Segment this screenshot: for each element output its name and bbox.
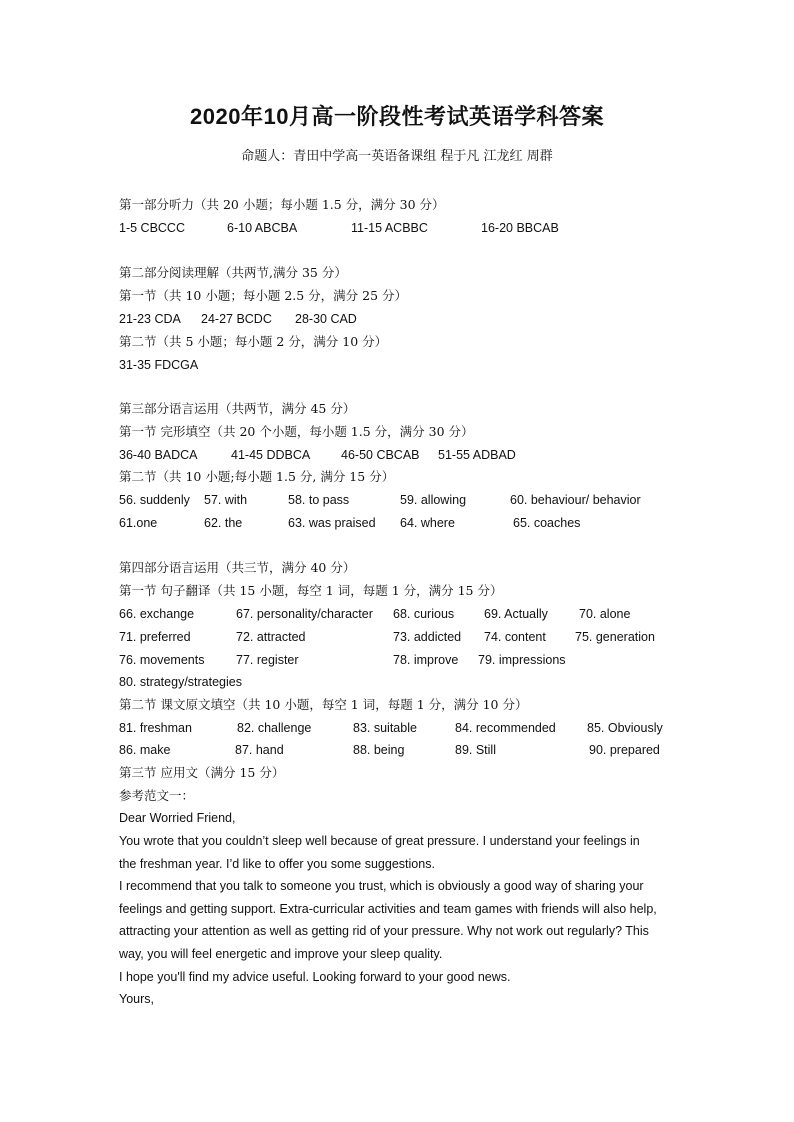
answer-item: 6-10 ABCBA [227,221,298,235]
part2-section1-answer-row [119,310,719,328]
answer-item: 88. being [353,743,405,757]
answer-item: 73. addicted [393,630,462,644]
part2-section2-answer: 31-35 FDCGA [119,358,199,372]
part4-section3-heading: 第三节 应用文（满分 15 分） [119,765,285,780]
answer-item: 64. where [400,516,455,530]
answer-item: 1-5 CBCCC [119,221,185,235]
answer-item: 82. challenge [237,721,312,735]
answer-item: 65. coaches [513,516,581,530]
answer-item: 76. movements [119,653,205,667]
part2-section2-heading: 第二节（共 5 小题；每小题 2 分，满分 10 分） [119,334,388,349]
letter-greeting: Dear Worried Friend, [119,811,236,825]
answer-item: 70. alone [579,607,631,621]
part4-section2-answer-row [119,719,679,737]
letter-line: You wrote that you couldn’t sleep well because of great pressure. I understand your feelings in [119,834,640,848]
answer-item: 59. allowing [400,493,467,507]
part2-section1-heading: 第一节（共 10 小题；每小题 2.5 分，满分 25 分） [119,288,408,303]
part3-heading: 第三部分语言运用（共两节，满分 45 分） [119,401,356,416]
part4-section1-answer-row [119,628,679,646]
part4-heading: 第四部分语言运用（共三节，满分 40 分） [119,560,356,575]
page-subtitle: 命题人：青田中学高一英语备课组 程于凡 江龙红 周群 [241,149,553,164]
answer-item: 46-50 CBCAB [341,448,420,462]
answer-item: 21-23 CDA [119,312,181,326]
answer-item: 60. behaviour/ behavior [510,493,641,507]
answer-item: 36-40 BADCA [119,448,198,462]
answer-item: 90. prepared [589,743,660,757]
answer-item: 68. curious [393,607,455,621]
part3-section1-answer-row [119,446,719,464]
part4-section2-answer-row [119,741,679,759]
answer-item: 67. personality/character [236,607,373,621]
answer-item: 71. preferred [119,630,191,644]
answer-item: 63. was praised [288,516,376,530]
answer-item: 85. Obviously [587,721,663,735]
answer-item: 57. with [204,493,248,507]
answer-item: 58. to pass [288,493,350,507]
letter-line: I recommend that you talk to someone you trust, which is obviously a good way of sharing your [119,879,644,893]
answer-item: 79. impressions [478,653,566,667]
answer-item: 69. Actually [484,607,548,621]
answer-item: 77. register [236,653,299,667]
part3-section2-heading: 第二节（共 10 小题;每小题 1.5 分, 满分 15 分） [119,469,395,484]
part3-section2-answer-row [119,491,679,509]
answer-item: 78. improve [393,653,459,667]
answer-item: 41-45 DDBCA [231,448,311,462]
answer-item: 11-15 ACBBC [351,221,428,235]
answer-item: 24-27 BCDC [201,312,272,326]
letter-line: I hope you'll find my advice useful. Looking forward to your good news. [119,970,511,984]
answer-item: 84. recommended [455,721,556,735]
answer-item: 89. Still [455,743,496,757]
answer-item: 75. generation [575,630,655,644]
part4-section1-answer-row [119,605,679,623]
part1-answer-row [119,219,719,237]
part3-section2-answer-row [119,514,679,532]
letter-line: attracting your attention as well as getting rid of your pressure. Why not work out regularly? This [119,924,649,938]
answer-item: 86. make [119,743,171,757]
answer-item: 16-20 BBCAB [481,221,559,235]
answer-item: 81. freshman [119,721,192,735]
letter-line: the freshman year. I’d like to offer you some suggestions. [119,857,435,871]
answer-item: 83. suitable [353,721,417,735]
part4-section2-heading: 第二节 课文原文填空（共 10 小题，每空 1 词，每题 1 分，满分 10 分） [119,697,528,712]
letter-line: way, you will feel energetic and improve your sleep quality. [119,947,443,961]
letter-closing: Yours, [119,992,154,1006]
page-title: 2020年10月高一阶段性考试英语学科答案 [190,104,604,129]
part4-section1-heading: 第一节 句子翻译（共 15 小题，每空 1 词，每题 1 分，满分 15 分） [119,583,503,598]
part2-heading: 第二部分阅读理解（共两节,满分 35 分） [119,265,347,280]
answer-item: 66. exchange [119,607,195,621]
answer-item: 62. the [204,516,243,530]
answer-item: 61.one [119,516,158,530]
answer-item: 56. suddenly [119,493,190,507]
sample-essay-label: 参考范文一： [119,788,195,803]
answer-item: 74. content [484,630,546,644]
answer-item: 87. hand [235,743,284,757]
answer-item: 51-55 ADBAD [438,448,516,462]
part3-section1-heading: 第一节 完形填空（共 20 个小题，每小题 1.5 分，满分 30 分） [119,424,474,439]
part4-section1-answer-row: 80. strategy/strategies [119,675,242,689]
answer-item: 72. attracted [236,630,306,644]
answer-item: 28-30 CAD [295,312,357,326]
part1-heading: 第一部分听力（共 20 小题；每小题 1.5 分，满分 30 分） [119,197,445,212]
letter-line: feelings and getting support. Extra-curricular activities and team games with friends will also help, [119,902,657,916]
part4-section1-answer-row [119,651,679,669]
